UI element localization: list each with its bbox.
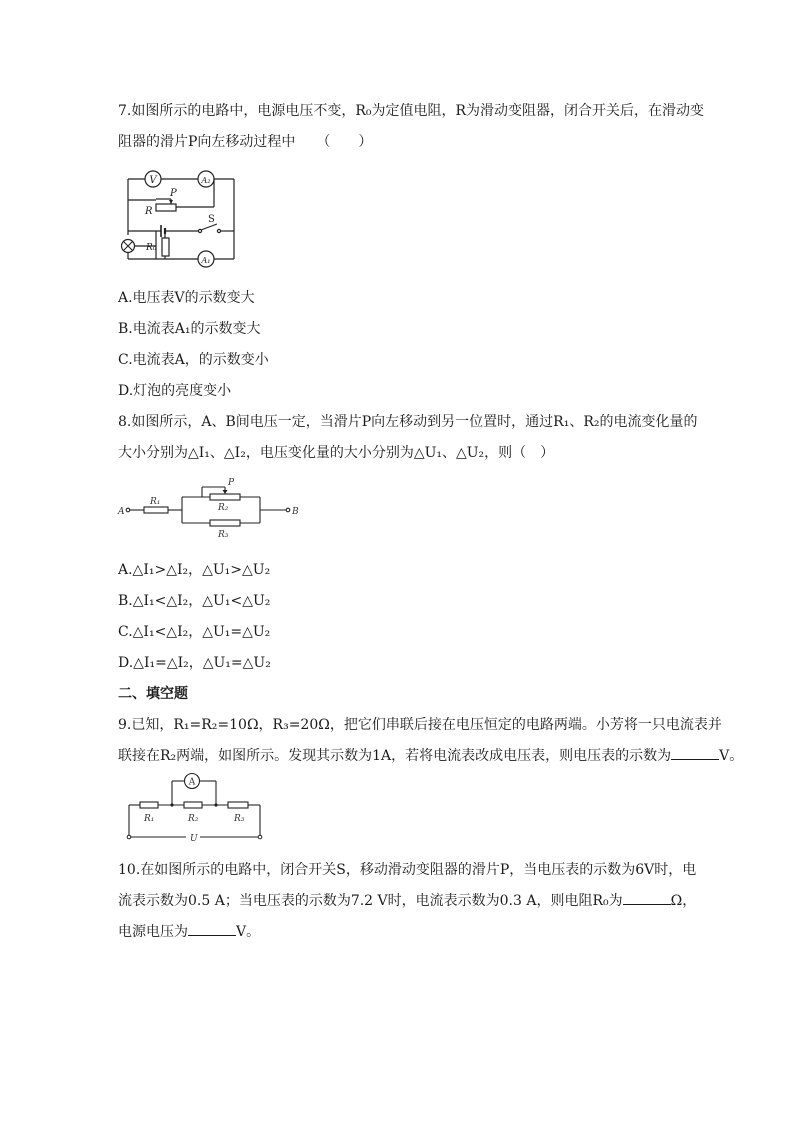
r1-label: R₁ bbox=[150, 497, 161, 507]
switch-s-label: S bbox=[208, 214, 215, 225]
q7-line-1: 7.如图所示的电路中，电源电压不变，R₀为定值电阻，R为滑动变阻器，闭合开关后，在滑动变 bbox=[118, 103, 705, 119]
r1-label: R₁ bbox=[144, 814, 155, 824]
q10-voltage-answer-blank[interactable] bbox=[188, 923, 236, 936]
q8-line-1: 8.如图所示，A、B间电压一定，当滑片P向左移动到另一位置时，通过R₁、R₂的电流变化量的 bbox=[118, 414, 698, 430]
q7-option-a: A.电压表V的示数变大 bbox=[118, 290, 255, 306]
q8-option-a: A.△I₁>△I₂，△U₁>△U₂ bbox=[118, 562, 271, 578]
q8-circuit-diagram bbox=[118, 477, 308, 547]
voltmeter-label: V bbox=[149, 175, 157, 186]
q9-line-1: 9.已知，R₁=R₂=10Ω，R₃=20Ω，把它们串联后接在电压恒定的电路两端。小芳将一只电流表并 bbox=[118, 717, 722, 733]
q10-line-2-text: 流表示数为0.5 A；当电压表的示数为7.2 V时，电流表示数为0.3 A，则电阻R₀为 bbox=[118, 893, 623, 909]
q10-line-1: 10.在如图所示的电路中，闭合开关S，移动滑动变阻器的滑片P，当电压表的示数为6V时，电 bbox=[118, 862, 697, 878]
q9-line-2-text: 联接在R₂两端，如图所示。发现其示数为1A，若将电流表改成电压表，则电压表的示数为 bbox=[118, 748, 672, 764]
r2-label: R₂ bbox=[218, 503, 229, 513]
ammeter-a2-label: A₂ bbox=[201, 176, 211, 185]
q10-line-3-unit: V。 bbox=[236, 924, 261, 940]
ammeter-a1-label: A₁ bbox=[201, 256, 211, 265]
q10-line-3-text: 电源电压为 bbox=[118, 924, 188, 940]
q8-line-2: 大小分别为△I₁、△I₂，电压变化量的大小分别为△U₁、△U₂，则（ ） bbox=[118, 445, 555, 461]
q10-line-3 bbox=[118, 923, 260, 941]
slider-p-label: P bbox=[170, 188, 177, 199]
terminal-b-label: B bbox=[292, 507, 299, 517]
q10-line-2 bbox=[118, 892, 696, 910]
q9-line-2-unit: V。 bbox=[719, 748, 744, 764]
r2-label: R₂ bbox=[188, 814, 199, 824]
rheostat-r-label: R bbox=[145, 206, 153, 217]
q7-option-d: D.灯泡的亮度变小 bbox=[118, 383, 232, 399]
q9-circuit-diagram bbox=[124, 770, 269, 850]
q10-line-2-unit: Ω， bbox=[670, 893, 697, 909]
r3-label: R₃ bbox=[234, 814, 245, 824]
voltage-u-label: U bbox=[190, 834, 198, 844]
q8-option-b: B.△I₁<△I₂，△U₁<△U₂ bbox=[118, 593, 271, 609]
q8-option-c: C.△I₁<△I₂，△U₁=△U₂ bbox=[118, 624, 271, 640]
ammeter-label: A bbox=[188, 777, 196, 788]
section-heading: 二、填空题 bbox=[118, 686, 188, 702]
q7-option-b: B.电流表A₁的示数变大 bbox=[118, 321, 261, 337]
q9-line-2 bbox=[118, 747, 743, 765]
q8-option-d: D.△I₁=△I₂，△U₁=△U₂ bbox=[118, 655, 271, 671]
r3-label: R₃ bbox=[218, 530, 229, 540]
slider-p-label: P bbox=[228, 478, 235, 488]
q7-circuit-diagram bbox=[118, 166, 243, 268]
q10-r0-answer-blank[interactable] bbox=[623, 892, 671, 905]
q9-answer-blank[interactable] bbox=[671, 747, 719, 760]
q7-line-2: 阻器的滑片P向左移动过程中 （ ） bbox=[118, 134, 373, 150]
resistor-r0-label: R₀ bbox=[146, 243, 157, 253]
q7-option-c: C.电流表A，的示数变小 bbox=[118, 352, 269, 368]
terminal-a-label: A bbox=[118, 507, 125, 517]
